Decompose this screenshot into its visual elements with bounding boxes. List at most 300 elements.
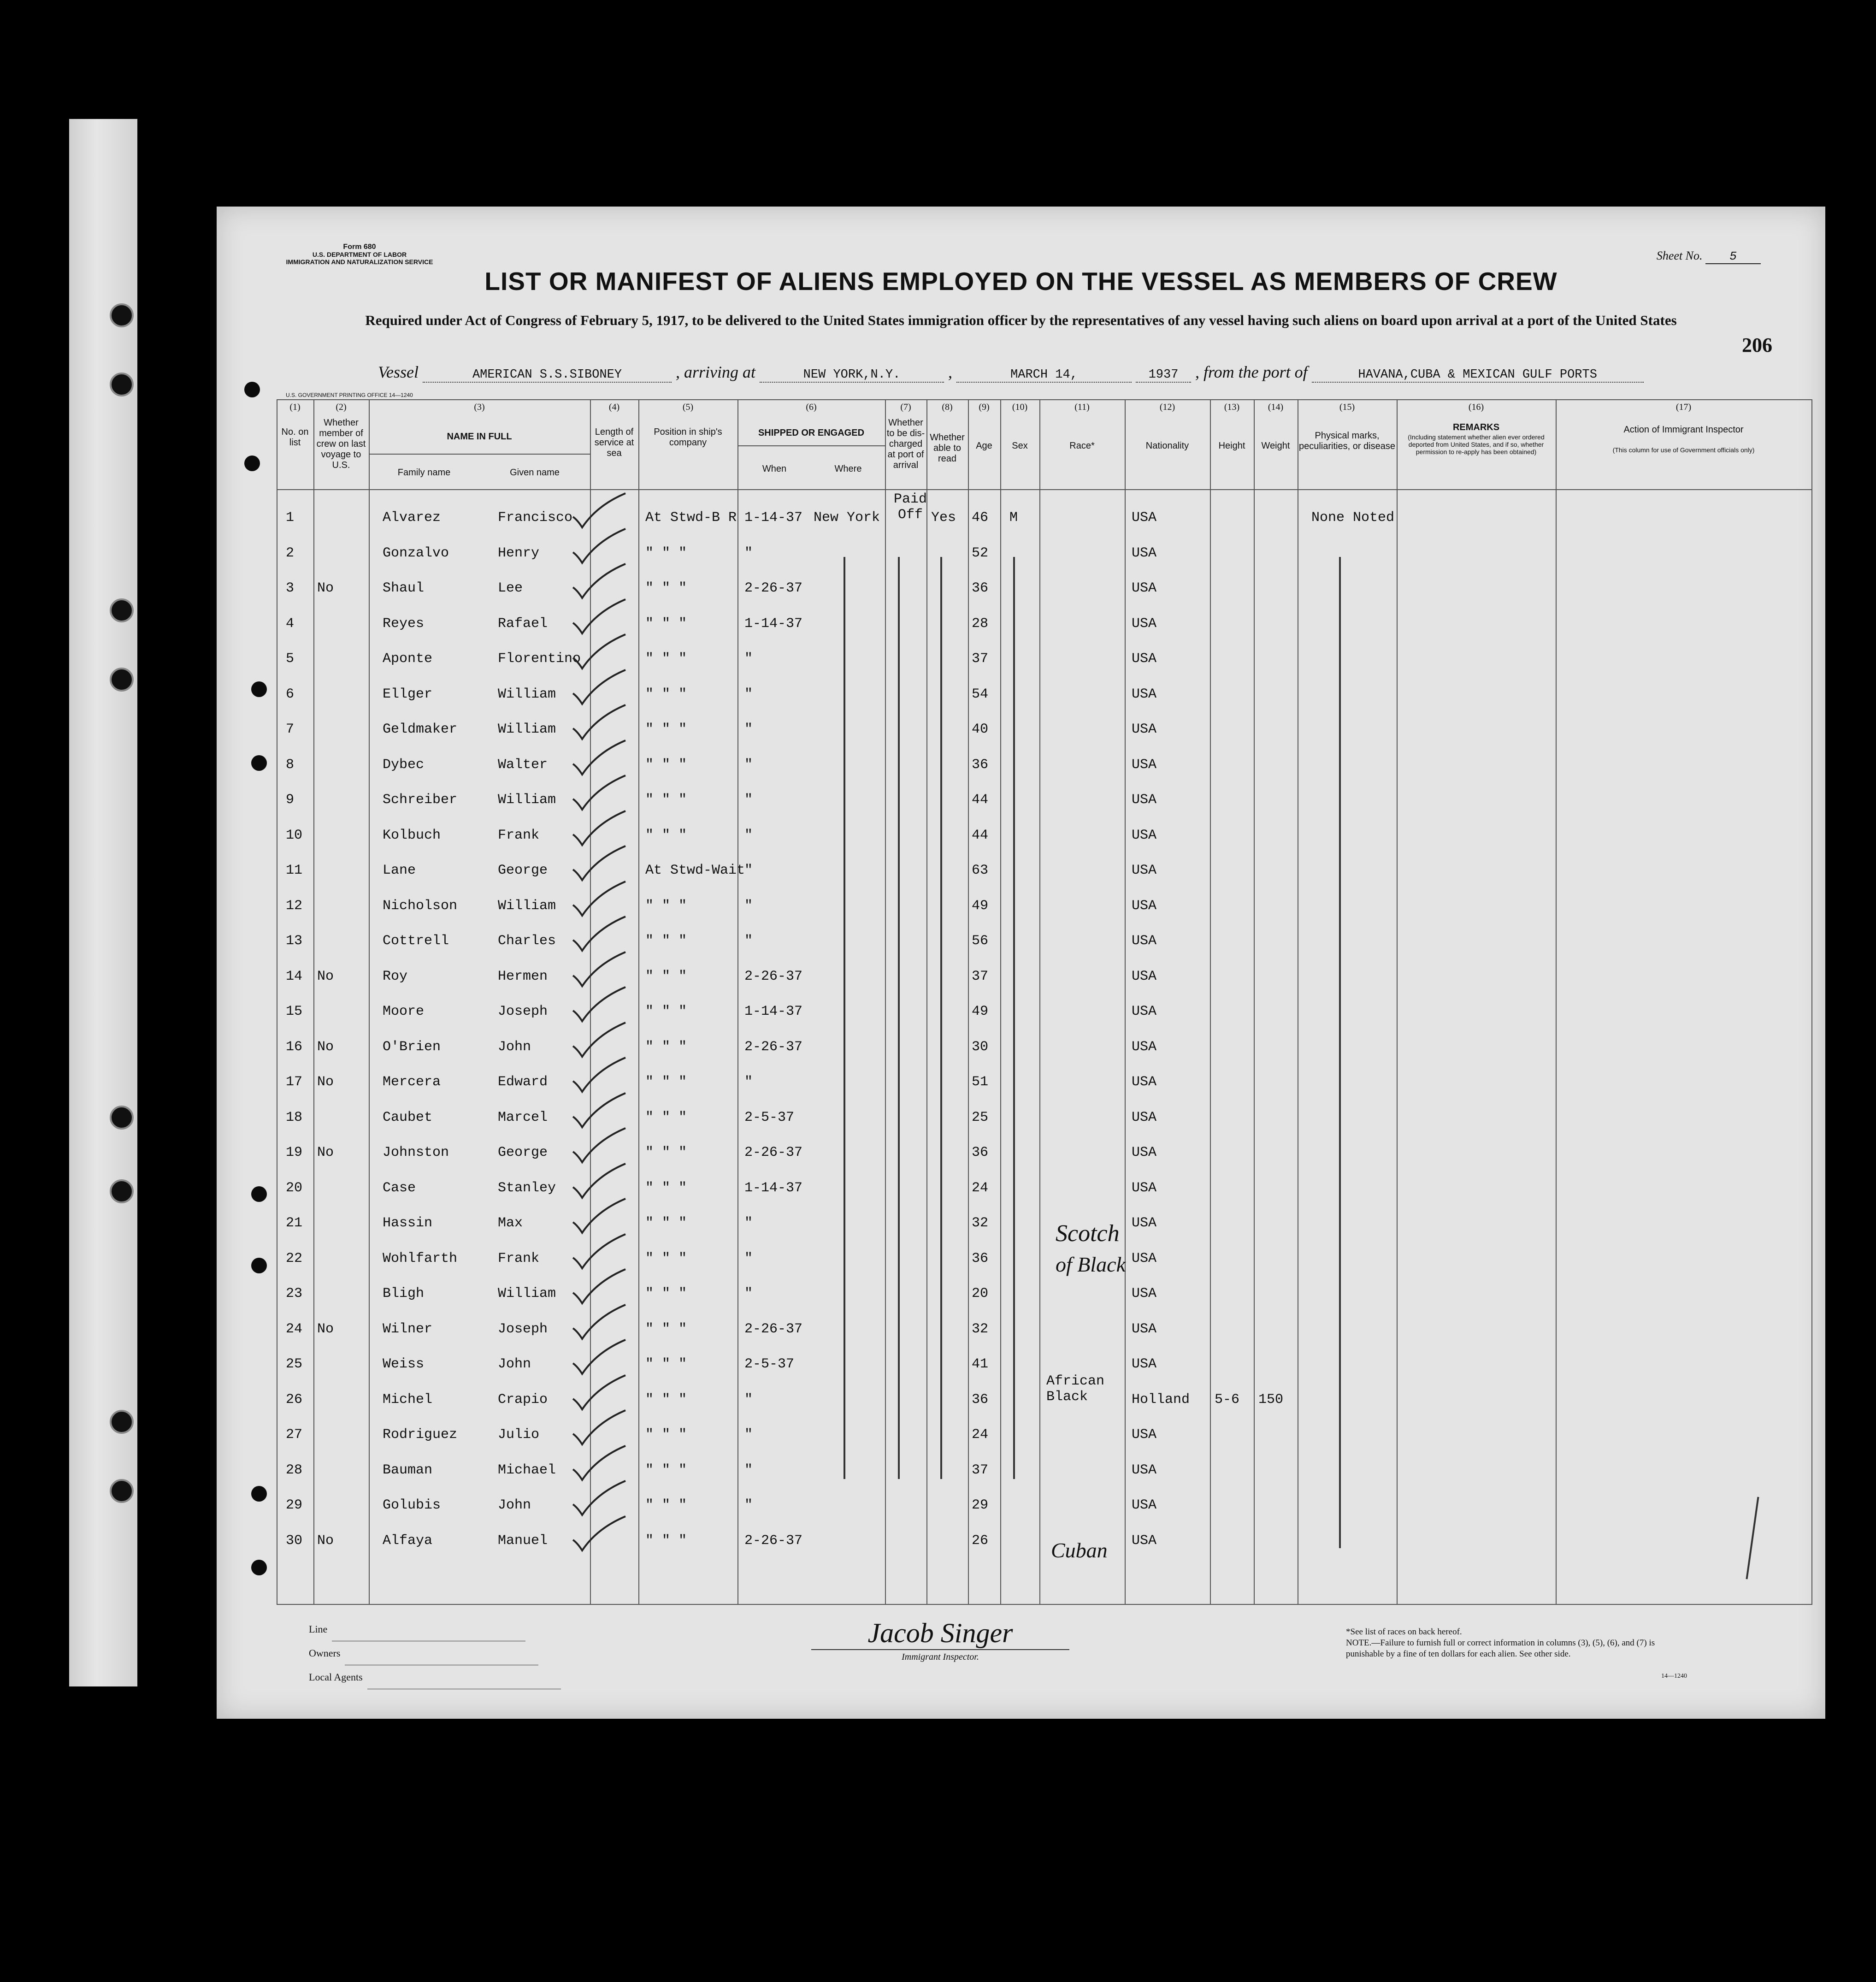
cell-age: 32 [972, 1321, 989, 1337]
cell-age: 44 [972, 792, 989, 808]
cell-nationality: USA [1132, 827, 1157, 843]
cell-given: William [498, 1286, 556, 1302]
col-num: (12) [1159, 402, 1175, 412]
cell-position: " " " [645, 1462, 687, 1478]
races-note: *See list of races on back hereof. [1346, 1627, 1462, 1637]
cell-nationality: Holland [1132, 1391, 1190, 1408]
cell-nationality: USA [1132, 580, 1157, 596]
service-checkmark [569, 598, 629, 637]
binder-dot [244, 456, 260, 471]
cell-given: Joseph [498, 1004, 548, 1019]
cell-height: 5-6 [1215, 1391, 1240, 1408]
cell-no: 30 [286, 1532, 303, 1549]
cell-given: Rafael [498, 615, 548, 632]
cell-no: 20 [286, 1180, 303, 1196]
cell-when: " [744, 651, 753, 667]
cell-nationality: USA [1132, 1145, 1157, 1160]
cell-no: 16 [286, 1039, 303, 1055]
cell-family: Wohlfarth [383, 1250, 458, 1266]
cell-age: 29 [972, 1497, 989, 1513]
header-length: Length of service at sea [594, 427, 634, 458]
form-title: LIST OR MANIFEST OF ALIENS EMPLOYED ON THE VESSEL AS MEMBERS OF CREW [484, 267, 1557, 296]
cell-family: Alfaya [383, 1532, 433, 1549]
col-num: (9) [979, 402, 990, 412]
col-num: (15) [1339, 402, 1355, 412]
service-checkmark [569, 1021, 629, 1060]
cell-age: 37 [972, 651, 989, 667]
header-height: Height [1218, 441, 1245, 451]
cell-nationality: USA [1132, 1250, 1157, 1266]
service-checkmark [569, 1479, 629, 1518]
cell-given: Michael [498, 1462, 556, 1478]
cell-age: 54 [972, 686, 989, 702]
cell-nationality: USA [1132, 651, 1157, 667]
cell-nationality: USA [1132, 1462, 1157, 1478]
cell-family: O'Brien [383, 1039, 441, 1055]
cell-age: 51 [972, 1074, 989, 1090]
cell-family: Roy [383, 968, 408, 984]
cell-no: 21 [286, 1215, 303, 1231]
cell-no: 22 [286, 1250, 303, 1266]
cell-position: " " " [645, 1356, 687, 1372]
header-action: Action of Immigrant Inspector [1623, 425, 1744, 435]
cell-no: 3 [286, 580, 295, 596]
cell-given: William [498, 686, 556, 702]
service: IMMIGRATION AND NATURALIZATION SERVICE [286, 258, 433, 266]
cell-no: 18 [286, 1109, 303, 1125]
cell-age: 63 [972, 863, 989, 878]
cell-nationality: USA [1132, 545, 1157, 561]
col-line [1000, 399, 1001, 1605]
arriving-value: NEW YORK,N.Y. [760, 368, 944, 383]
arrival-date: MARCH 14, [956, 368, 1132, 383]
cell-no: 10 [286, 827, 303, 843]
service-checkmark [569, 1444, 629, 1483]
cell-nationality: USA [1132, 1356, 1157, 1372]
cell-nationality: USA [1132, 1074, 1157, 1090]
service-checkmark [569, 562, 629, 601]
cell-nationality: USA [1132, 968, 1157, 984]
col-num: (5) [682, 402, 694, 412]
cell-age: 36 [972, 757, 989, 773]
cell-position: " " " [645, 1109, 687, 1125]
cell-given: William [498, 898, 556, 914]
cell-family: Cottrell [383, 933, 449, 949]
header-name: NAME IN FULL [447, 432, 512, 442]
punch-hole [110, 1410, 134, 1434]
cell-age: 41 [972, 1356, 989, 1372]
cell-given: Marcel [498, 1109, 548, 1125]
col-num: (14) [1268, 402, 1284, 412]
cell-when: 1-14-37 [744, 615, 803, 632]
header-race: Race* [1069, 441, 1095, 451]
service-checkmark [569, 844, 629, 883]
cell-no: 11 [286, 863, 303, 878]
cell-position: " " " [645, 1286, 687, 1302]
cell-family: Dybec [383, 757, 425, 773]
cell-no: 9 [286, 792, 295, 808]
cell-where: New York [814, 510, 880, 526]
cell-position: " " " [645, 1321, 687, 1337]
cell-nationality: USA [1132, 1215, 1157, 1231]
cell-no: 28 [286, 1462, 303, 1478]
cell-age: 30 [972, 1039, 989, 1055]
service-checkmark [569, 703, 629, 742]
cell-nationality: USA [1132, 757, 1157, 773]
inspector-signature-block [811, 1617, 1069, 1663]
handwritten-black: of Black [1056, 1253, 1126, 1276]
cell-family: Bauman [383, 1462, 433, 1478]
inspector-mark [1746, 1497, 1759, 1580]
footer-note [1346, 1627, 1692, 1660]
cell-position: At Stwd-B R [645, 510, 737, 526]
punch-hole [110, 668, 134, 692]
cell-weight: 150 [1258, 1391, 1284, 1408]
cell-given: George [498, 863, 548, 878]
header-member: Whether member of crew on last voyage to U.S. [316, 418, 366, 470]
col-line [968, 399, 969, 1605]
cell-no: 15 [286, 1004, 303, 1019]
cell-nationality: USA [1132, 933, 1157, 949]
cell-when: " [744, 1250, 753, 1266]
cell-given: John [498, 1356, 531, 1372]
col-num: (7) [900, 402, 911, 412]
cell-age: 20 [972, 1286, 989, 1302]
cell-position: " " " [645, 1532, 687, 1549]
cell-prev: No [317, 1532, 334, 1549]
cell-age: 44 [972, 827, 989, 843]
cell-family: Shaul [383, 580, 425, 596]
cell-family: Golubis [383, 1497, 441, 1513]
cell-position: " " " [645, 827, 687, 843]
cell-family: Schreiber [383, 792, 458, 808]
header-no: No. on list [281, 427, 309, 448]
cell-nationality: USA [1132, 1532, 1157, 1549]
cell-age: 36 [972, 1250, 989, 1266]
cell-family: Moore [383, 1004, 425, 1019]
punch-hole [110, 303, 134, 327]
cell-given: Joseph [498, 1321, 548, 1337]
cell-when: 2-26-37 [744, 580, 803, 596]
ditto-line-where [844, 557, 845, 1479]
header-action-sub: (This column for use of Government officials only) [1612, 446, 1755, 454]
department: U.S. DEPARTMENT OF LABOR [312, 251, 407, 258]
cell-position: " " " [645, 686, 687, 702]
col-num: (13) [1224, 402, 1240, 412]
cell-when: " [744, 863, 753, 878]
cell-family: Alvarez [383, 510, 441, 526]
cell-age: 25 [972, 1109, 989, 1125]
from-label: , from the port of [1195, 363, 1308, 381]
service-checkmark [569, 491, 629, 531]
cell-given: Manuel [498, 1532, 548, 1549]
punch-hole [110, 1179, 134, 1203]
cell-when: 1-14-37 [744, 510, 803, 526]
header-physical: Physical marks, peculiarities, or disease [1299, 431, 1395, 451]
table-border [277, 399, 1811, 400]
cell-position: " " " [645, 898, 687, 914]
col-line [737, 399, 738, 1605]
binder-strip [69, 119, 137, 1686]
binder-dot [251, 1186, 267, 1202]
cell-position: " " " [645, 1391, 687, 1408]
cell-given: John [498, 1497, 531, 1513]
cell-family: Kolbuch [383, 827, 441, 843]
cell-age: 36 [972, 1145, 989, 1160]
cell-no: 8 [286, 757, 295, 773]
cell-when: " [744, 933, 753, 949]
cell-family: Nicholson [383, 898, 458, 914]
cell-when: 2-26-37 [744, 1039, 803, 1055]
col-line [885, 399, 886, 1605]
header-shipped: SHIPPED OR ENGAGED [758, 428, 865, 438]
cell-nationality: USA [1132, 722, 1157, 737]
cell-age: 32 [972, 1215, 989, 1231]
ditto-line-sex [1013, 557, 1015, 1479]
cell-position: " " " [645, 1039, 687, 1055]
cell-no: 25 [286, 1356, 303, 1372]
cell-position: " " " [645, 1074, 687, 1090]
cell-when: " [744, 1074, 753, 1090]
service-checkmark [569, 527, 629, 566]
punch-hole [110, 373, 134, 396]
cell-given: William [498, 722, 556, 737]
service-checkmark [569, 1126, 629, 1166]
cell-discharged: Paid Off [893, 491, 927, 523]
cell-race: African Black [1046, 1373, 1105, 1405]
cell-given: Hermen [498, 968, 548, 984]
cell-no: 19 [286, 1145, 303, 1160]
cell-nationality: USA [1132, 863, 1157, 878]
cell-family: Gonzalvo [383, 545, 449, 561]
cell-when: " [744, 545, 753, 561]
cell-when: 2-26-37 [744, 1321, 803, 1337]
from-port: HAVANA,CUBA & MEXICAN GULF PORTS [1312, 368, 1644, 383]
cell-no: 12 [286, 898, 303, 914]
cell-position: " " " [645, 1215, 687, 1231]
footer-owners-label: Owners [309, 1647, 341, 1659]
cell-when: " [744, 686, 753, 702]
cell-age: 24 [972, 1427, 989, 1443]
vessel-value: AMERICAN S.S.SIBONEY [423, 368, 672, 383]
cell-prev: No [317, 1074, 334, 1090]
cell-position: " " " [645, 968, 687, 984]
cell-age: 49 [972, 1004, 989, 1019]
service-checkmark [569, 809, 629, 848]
cell-when: 2-26-37 [744, 968, 803, 984]
col-num: (1) [289, 402, 301, 412]
cell-age: 37 [972, 1462, 989, 1478]
cell-nationality: USA [1132, 1286, 1157, 1302]
cell-age: 26 [972, 1532, 989, 1549]
cell-given: George [498, 1145, 548, 1160]
cell-position: " " " [645, 1180, 687, 1196]
service-checkmark [569, 1408, 629, 1448]
cell-age: 56 [972, 933, 989, 949]
header-divider [277, 489, 1811, 490]
cell-given: Henry [498, 545, 540, 561]
handwritten-scotch: Scotch [1056, 1220, 1120, 1247]
page-number: 206 [1742, 334, 1772, 356]
cell-no: 17 [286, 1074, 303, 1090]
col-num: (16) [1468, 402, 1484, 412]
service-checkmark [569, 633, 629, 672]
cell-when: " [744, 827, 753, 843]
cell-family: Aponte [383, 651, 433, 667]
cell-when: 2-26-37 [744, 1145, 803, 1160]
cell-when: " [744, 898, 753, 914]
cell-given: Francisco [498, 510, 573, 526]
col-line [1811, 399, 1812, 1605]
col-num: (11) [1074, 402, 1090, 412]
service-checkmark [569, 1162, 629, 1201]
binder-dot [251, 755, 267, 771]
form-subtitle: Required under Act of Congress of February 5, 1917, to be delivered to the United States immigration officer by the representatives of any vessel having such aliens on board upon arrival at a port of the United States [365, 312, 1677, 328]
col-num: (6) [806, 402, 817, 412]
cell-no: 4 [286, 615, 295, 632]
cell-physical: None Noted [1311, 510, 1395, 526]
header-read: Whether able to read [930, 432, 965, 464]
cell-when: " [744, 1462, 753, 1478]
service-checkmark [569, 915, 629, 954]
cell-nationality: USA [1132, 510, 1157, 526]
cell-nationality: USA [1132, 1109, 1157, 1125]
ditto-line-discharged [898, 557, 900, 1479]
service-checkmark [569, 1091, 629, 1130]
header-remarks: REMARKS [1452, 422, 1500, 432]
service-checkmark [569, 880, 629, 919]
cell-no: 26 [286, 1391, 303, 1408]
cell-family: Hassin [383, 1215, 433, 1231]
cell-given: Lee [498, 580, 523, 596]
cell-no: 13 [286, 933, 303, 949]
cell-age: 40 [972, 722, 989, 737]
binder-dot [251, 1258, 267, 1273]
cell-when: " [744, 1497, 753, 1513]
cell-position: " " " [645, 1427, 687, 1443]
vessel-label: Vessel [378, 363, 419, 381]
cell-position: " " " [645, 1145, 687, 1160]
cell-sex: M [1009, 510, 1018, 526]
cell-position: " " " [645, 792, 687, 808]
header-remarks-sub: (Including statement whether alien ever ordered deported from United States, and if so, whether permission to re-apply has been obtained) [1408, 433, 1545, 456]
cell-given: Julio [498, 1427, 540, 1443]
col-line [369, 399, 370, 1605]
cell-read: Yes [931, 510, 956, 526]
cell-age: 52 [972, 545, 989, 561]
cell-nationality: USA [1132, 1039, 1157, 1055]
cell-nationality: USA [1132, 1004, 1157, 1019]
service-checkmark [569, 950, 629, 989]
col-line [926, 399, 927, 1605]
inspector-title: Immigrant Inspector. [811, 1649, 1069, 1663]
cell-given: John [498, 1039, 531, 1055]
footer-line-label: Line [309, 1623, 328, 1635]
cell-prev: No [317, 1039, 334, 1055]
cell-family: Michel [383, 1391, 433, 1408]
header-nationality: Nationality [1145, 441, 1189, 451]
cell-given: Frank [498, 1250, 540, 1266]
cell-family: Reyes [383, 615, 425, 632]
cell-no: 6 [286, 686, 295, 702]
cell-when: " [744, 1391, 753, 1408]
header-where: Where [834, 464, 862, 474]
cell-family: Lane [383, 863, 416, 878]
shipped-divider [737, 445, 885, 446]
header-weight: Weight [1261, 441, 1290, 451]
cell-family: Caubet [383, 1109, 433, 1125]
col-line [1254, 399, 1255, 1605]
cell-age: 49 [972, 898, 989, 914]
cell-position: " " " [645, 722, 687, 737]
fine-note: NOTE.—Failure to furnish full or correct information in columns (3), (5), (6), and (7) is punishable by a fine of ten dollars for each alien. See other side. [1346, 1638, 1655, 1659]
cell-prev: No [317, 968, 334, 984]
binder-dot [251, 681, 267, 697]
cell-family: Rodriguez [383, 1427, 458, 1443]
cell-age: 28 [972, 615, 989, 632]
service-checkmark [569, 1373, 629, 1413]
cell-age: 37 [972, 968, 989, 984]
cell-given: William [498, 792, 556, 808]
col-line [1125, 399, 1126, 1605]
cell-position: " " " [645, 933, 687, 949]
cell-given: Stanley [498, 1180, 556, 1196]
cell-prev: No [317, 580, 334, 596]
cell-no: 2 [286, 545, 295, 561]
cell-nationality: USA [1132, 898, 1157, 914]
cell-given: Edward [498, 1074, 548, 1090]
cell-when: " [744, 1215, 753, 1231]
cell-family: Ellger [383, 686, 433, 702]
col-num: (4) [608, 402, 620, 412]
form-identifier [281, 243, 438, 266]
cell-age: 24 [972, 1180, 989, 1196]
cell-position: " " " [645, 1497, 687, 1513]
cell-no: 23 [286, 1286, 303, 1302]
cell-nationality: USA [1132, 1497, 1157, 1513]
footer-labels [309, 1617, 561, 1689]
header-age: Age [976, 441, 992, 451]
cell-no: 24 [286, 1321, 303, 1337]
cell-position: " " " [645, 651, 687, 667]
col-num: (3) [474, 402, 485, 412]
cell-given: Frank [498, 827, 540, 843]
header-discharged: Whether to be dis-charged at port of arrival [886, 418, 925, 470]
cell-no: 1 [286, 510, 295, 526]
crew-table [277, 399, 1811, 1605]
cell-nationality: USA [1132, 1180, 1157, 1196]
ditto-line-read [940, 557, 942, 1479]
cell-when: 2-5-37 [744, 1356, 795, 1372]
cell-given: Charles [498, 933, 556, 949]
cell-given: Florentino [498, 651, 581, 667]
service-checkmark [569, 1232, 629, 1272]
cell-position: " " " [645, 757, 687, 773]
service-checkmark [569, 1515, 629, 1554]
cell-nationality: USA [1132, 792, 1157, 808]
header-when: When [762, 464, 787, 474]
cell-no: 27 [286, 1427, 303, 1443]
service-checkmark [569, 1197, 629, 1236]
sheet-label: Sheet No. [1656, 249, 1703, 262]
cell-position: " " " [645, 1250, 687, 1266]
form-number: Form 680 [343, 243, 376, 251]
cell-nationality: USA [1132, 686, 1157, 702]
service-checkmark [569, 985, 629, 1024]
header-family: Family name [397, 467, 451, 478]
table-border [277, 1604, 1811, 1605]
manifest-sheet [217, 207, 1825, 1719]
